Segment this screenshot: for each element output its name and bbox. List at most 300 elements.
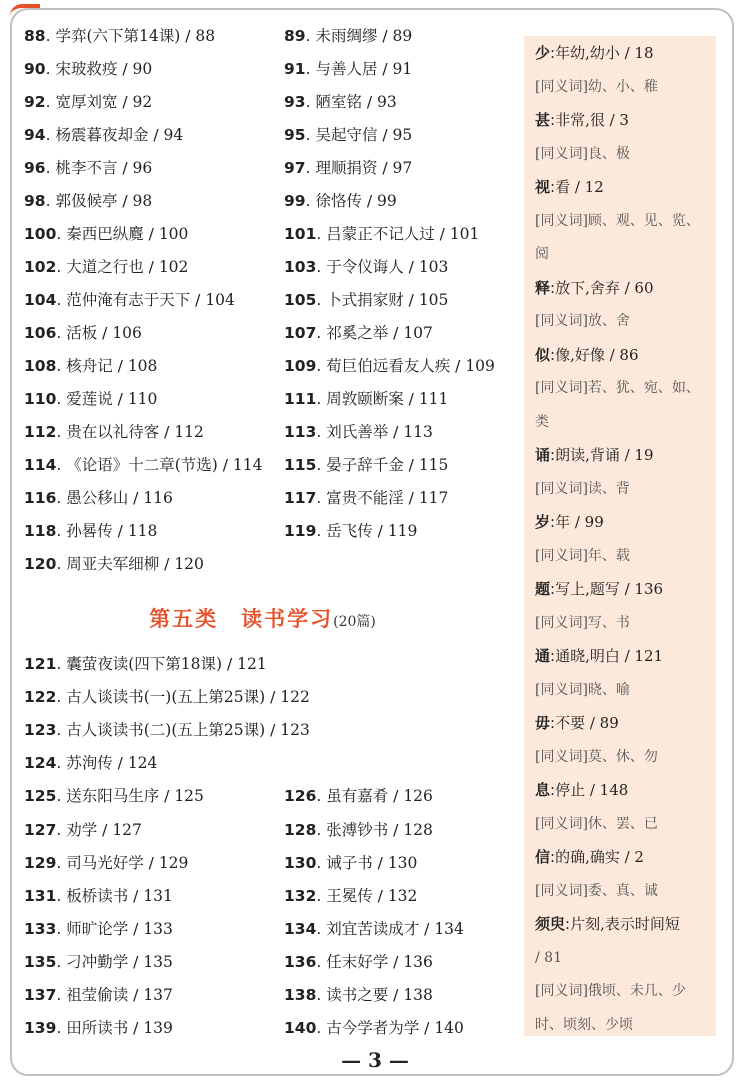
glossary-definition: 年幼,幼小 / 18 <box>555 44 654 62</box>
glossary-synonyms: [同义词]良、极 <box>535 145 630 162</box>
toc-entry[interactable] <box>24 323 142 343</box>
toc-entry-slash: / <box>159 555 175 573</box>
toc-entry-title: 岳飞传 <box>326 522 373 540</box>
toc-entry-title: 祁奚之举 <box>326 324 389 342</box>
toc-entry-number: 89 <box>284 27 306 45</box>
toc-entry[interactable] <box>284 224 479 244</box>
toc-entry-slash: / <box>403 489 419 507</box>
toc-entry-number: 105 <box>284 291 317 309</box>
toc-entry[interactable] <box>284 323 433 343</box>
glossary-term <box>535 110 629 130</box>
toc-entry-separator: . <box>56 522 67 540</box>
glossary-synonyms: [同义词]写、书 <box>535 614 630 631</box>
toc-entry-separator: . <box>316 787 327 806</box>
glossary-colon: : <box>550 44 556 62</box>
toc-entry-number: 107 <box>284 324 317 342</box>
toc-entry-separator: . <box>56 423 67 441</box>
toc-entry-slash: / <box>377 27 393 45</box>
toc-entry-number: 126 <box>284 787 317 806</box>
toc-entry[interactable] <box>284 820 433 840</box>
toc-entry-slash: / <box>143 225 159 243</box>
toc-entry[interactable] <box>24 753 157 773</box>
glossary-term <box>535 646 663 666</box>
toc-entry[interactable] <box>284 191 397 211</box>
toc-entry-slash: / <box>403 390 419 408</box>
glossary-term <box>535 177 604 197</box>
toc-entry-slash: / <box>372 522 388 540</box>
toc-entry-separator: . <box>56 754 67 773</box>
toc-entry[interactable] <box>24 985 173 1005</box>
toc-entry[interactable] <box>24 59 152 79</box>
toc-entry-number: 111 <box>284 390 317 408</box>
toc-entry-title: 与善人居 <box>315 60 378 78</box>
glossary-term-word: 毋 <box>535 714 551 732</box>
toc-entry-separator: . <box>316 291 327 309</box>
toc-entry-title: 宽厚刘宽 <box>55 93 118 111</box>
toc-entry[interactable] <box>284 985 433 1005</box>
glossary-synonyms: [同义词]读、背 <box>535 480 630 497</box>
toc-entry-number: 128 <box>284 820 317 839</box>
toc-entry-slash: / <box>159 787 175 806</box>
toc-entry-number: 138 <box>284 986 317 1004</box>
toc-entry-separator: . <box>305 27 316 45</box>
toc-entry-separator: . <box>56 489 67 507</box>
toc-entry-slash: / <box>112 357 128 375</box>
toc-entry-slash: / <box>388 423 404 441</box>
toc-entry[interactable] <box>24 125 183 145</box>
toc-entry-number: 117 <box>284 489 317 507</box>
toc-entry-separator: . <box>305 93 316 111</box>
toc-entry-title: 苏洵传 <box>66 754 113 773</box>
toc-entry[interactable] <box>284 886 417 906</box>
glossary-synonyms: [同义词]年、载 <box>535 547 630 564</box>
glossary-term-word: 信 <box>535 848 551 866</box>
toc-entry-separator: . <box>316 952 327 971</box>
toc-entry-number: 129 <box>24 853 57 872</box>
toc-entry-number: 90 <box>24 60 46 78</box>
toc-entry-separator: . <box>56 919 67 938</box>
toc-entry-slash: / <box>128 919 144 938</box>
toc-entry-page: 115 <box>418 456 449 474</box>
toc-entry[interactable] <box>24 919 173 939</box>
toc-entry-page: 134 <box>434 919 464 938</box>
toc-entry-separator: . <box>45 192 56 210</box>
toc-entry[interactable] <box>24 389 157 409</box>
toc-entry-page: 106 <box>112 324 142 342</box>
toc-entry-title: 郭伋候亭 <box>55 192 118 210</box>
toc-entry-page: 113 <box>403 423 433 441</box>
toc-entry-title: 周敦颐断案 <box>326 390 404 408</box>
glossary-definition: 看 / 12 <box>555 178 604 196</box>
glossary-synonyms: [同义词]莫、休、勿 <box>535 748 658 765</box>
glossary-synonyms: [同义词]幼、小、稚 <box>535 78 658 95</box>
toc-entry-separator: . <box>56 555 67 573</box>
toc-entry-number: 114 <box>24 456 57 474</box>
toc-entry[interactable] <box>24 886 173 906</box>
toc-entry[interactable] <box>24 26 215 46</box>
toc-entry-number: 110 <box>24 390 57 408</box>
toc-entry-separator: . <box>45 60 56 78</box>
toc-entry-page: 93 <box>377 93 397 111</box>
toc-entry-title: 卜式捐家财 <box>326 291 404 309</box>
glossary-synonyms: [同义词]若、犹、宛、如、 <box>535 380 700 396</box>
glossary-definition: 像,好像 / 86 <box>555 345 639 364</box>
toc-entry-number: 93 <box>284 93 306 111</box>
toc-entry-separator: . <box>56 721 67 740</box>
glossary-term-word: 通 <box>535 647 551 665</box>
toc-entry-page: 137 <box>143 986 173 1004</box>
toc-entry-number: 123 <box>24 721 57 740</box>
toc-entry-number: 130 <box>284 853 317 872</box>
glossary-synonyms: [同义词]放、舍 <box>535 313 630 329</box>
toc-entry-separator: . <box>316 357 327 375</box>
toc-entry-separator: . <box>316 919 327 938</box>
toc-entry-number: 106 <box>24 324 57 342</box>
toc-entry-title: 徐恪传 <box>315 192 362 210</box>
toc-entry[interactable] <box>24 488 173 508</box>
toc-entry[interactable] <box>284 257 448 277</box>
toc-entry-page: 124 <box>127 754 158 773</box>
toc-entry-page: 136 <box>403 952 433 971</box>
toc-entry-slash: / <box>97 820 113 839</box>
toc-entry-title: 大道之行也 <box>66 258 144 276</box>
toc-entry-number: 96 <box>24 159 46 177</box>
toc-entry-page: 95 <box>392 126 413 144</box>
glossary-synonyms: [同义词]俄顷、未几、少 <box>535 983 686 999</box>
toc-entry-slash: / <box>117 93 133 111</box>
glossary-colon: : <box>565 915 571 933</box>
glossary-term-word: 少 <box>535 44 551 62</box>
toc-entry-separator: . <box>56 853 67 872</box>
toc-entry[interactable] <box>284 158 412 178</box>
glossary-term-word: 诵 <box>535 446 551 464</box>
toc-entry-number: 118 <box>24 522 57 540</box>
toc-entry-slash: / <box>388 820 404 839</box>
toc-entry-page: 121 <box>237 655 267 673</box>
toc-entry-page: 90 <box>132 60 153 78</box>
glossary-term-word: 须臾 <box>535 915 566 933</box>
toc-entry-number: 104 <box>24 291 57 309</box>
glossary-term <box>535 713 619 733</box>
glossary-term <box>535 345 639 365</box>
toc-entry-page: 99 <box>377 192 397 210</box>
toc-entry-title: 富贵不能淫 <box>326 489 404 507</box>
toc-entry-slash: / <box>388 952 404 971</box>
toc-entry[interactable] <box>24 92 152 112</box>
glossary-term-word: 释 <box>535 278 551 297</box>
toc-entry[interactable] <box>24 853 188 873</box>
toc-entry[interactable] <box>284 422 433 442</box>
toc-entry-title: 荀巨伯远看友人疾 <box>326 357 451 375</box>
glossary-synonyms: [同义词]委、真、诚 <box>535 882 658 899</box>
toc-entry-number: 132 <box>284 886 317 905</box>
toc-entry-page: 88 <box>195 27 216 45</box>
toc-entry-title: 古人谈读书(二)(五上第25课) <box>66 721 266 740</box>
toc-entry-title: 田所读书 <box>66 1019 129 1038</box>
toc-entry[interactable] <box>284 919 464 939</box>
toc-entry[interactable] <box>284 488 448 508</box>
toc-entry[interactable] <box>24 687 310 707</box>
glossary-term <box>535 43 654 63</box>
toc-entry-separator: . <box>316 1019 327 1038</box>
toc-entry-page: 91 <box>392 60 413 78</box>
toc-entry-number: 88 <box>24 27 46 45</box>
toc-entry[interactable] <box>284 26 412 46</box>
toc-entry-number: 119 <box>284 522 317 540</box>
toc-entry-title: 劝学 <box>66 820 98 839</box>
toc-entry[interactable] <box>24 1018 173 1038</box>
toc-entry-page: 122 <box>280 688 310 707</box>
toc-entry-page: 126 <box>403 787 433 806</box>
toc-entry-slash: / <box>128 1019 144 1038</box>
toc-entry[interactable] <box>284 389 448 409</box>
glossary-definition: 不要 / 89 <box>555 714 619 732</box>
toc-entry-number: 101 <box>284 225 317 243</box>
toc-entry[interactable] <box>284 356 495 376</box>
toc-entry-separator: . <box>316 225 327 243</box>
toc-entry-page: 96 <box>132 159 153 177</box>
toc-entry-slash: / <box>128 952 144 971</box>
toc-entry-page: 104 <box>205 291 235 309</box>
toc-entry-page: 101 <box>449 225 480 243</box>
page-number: — 3 — <box>341 1048 409 1072</box>
toc-entry-separator: . <box>45 27 56 45</box>
toc-entry-page: 105 <box>418 291 449 309</box>
toc-entry-separator: . <box>56 820 67 839</box>
toc-entry-separator: . <box>56 258 67 276</box>
section-title: 第五类 读书学习 <box>149 607 334 631</box>
toc-entry[interactable] <box>24 554 204 574</box>
toc-entry-slash: / <box>450 357 466 375</box>
toc-entry-page: 138 <box>403 986 433 1004</box>
toc-entry-number: 97 <box>284 159 306 177</box>
toc-entry-page: 116 <box>143 489 173 507</box>
glossary-definition: 朗读,背诵 / 19 <box>555 446 654 464</box>
toc-entry-slash: / <box>377 60 393 78</box>
glossary-synonyms: 阅 <box>535 246 549 262</box>
toc-entry-slash: / <box>388 986 404 1004</box>
toc-entry-number: 94 <box>24 126 46 144</box>
toc-entry[interactable] <box>24 521 157 541</box>
toc-entry-title: 周亚夫军细柳 <box>66 555 160 573</box>
glossary-term-word: 视 <box>535 178 551 196</box>
toc-entry-title: 刘氏善举 <box>326 423 389 441</box>
toc-entry-title: 虽有嘉肴 <box>326 787 389 806</box>
glossary-term <box>535 780 628 800</box>
toc-entry-slash: / <box>434 225 450 243</box>
toc-entry-separator: . <box>56 456 67 474</box>
toc-entry-title: 古今学者为学 <box>326 1019 420 1038</box>
glossary-term-word: 题 <box>535 580 551 598</box>
toc-entry-number: 136 <box>284 952 317 971</box>
toc-entry-page: 89 <box>392 27 413 45</box>
glossary-synonyms: [同义词]顾、观、见、览、 <box>535 212 700 229</box>
toc-entry-separator: . <box>316 423 327 441</box>
toc-entry-page: 129 <box>158 853 189 872</box>
toc-entry[interactable] <box>24 224 188 244</box>
toc-entry-separator: . <box>56 324 67 342</box>
glossary-colon: : <box>550 278 556 297</box>
toc-entry-slash: / <box>159 423 175 441</box>
toc-entry-page: 135 <box>143 952 173 971</box>
toc-entry[interactable] <box>24 820 142 840</box>
toc-entry[interactable] <box>24 654 267 674</box>
toc-entry-separator: . <box>316 522 327 540</box>
toc-entry-slash: / <box>265 721 281 740</box>
toc-entry-page: 117 <box>418 489 449 507</box>
toc-entry-slash: / <box>112 522 128 540</box>
glossary-synonyms: 时、顷刻、少顷 <box>535 1016 633 1033</box>
toc-entry-separator: . <box>56 357 67 375</box>
glossary-term-word: 似 <box>535 345 551 364</box>
toc-entry[interactable] <box>284 92 397 112</box>
toc-entry-page: 131 <box>143 886 173 905</box>
toc-entry-number: 134 <box>284 919 317 938</box>
toc-entry-slash: / <box>403 258 419 276</box>
toc-entry-title: 愚公移山 <box>66 489 129 507</box>
toc-entry-number: 98 <box>24 192 46 210</box>
toc-entry-number: 122 <box>24 688 57 707</box>
toc-entry-title: 贵在以礼待客 <box>66 423 160 441</box>
toc-entry[interactable] <box>24 290 235 310</box>
toc-entry-slash: / <box>128 489 144 507</box>
toc-entry-title: 核舟记 <box>66 357 113 375</box>
toc-entry-number: 108 <box>24 357 57 375</box>
toc-entry-slash: / <box>361 93 378 111</box>
toc-entry[interactable] <box>24 257 188 277</box>
toc-entry-separator: . <box>316 456 327 474</box>
toc-entry-slash: / <box>148 126 164 144</box>
toc-entry-title: 刁冲勤学 <box>66 952 129 971</box>
toc-entry-number: 115 <box>284 456 317 474</box>
toc-entry-number: 135 <box>24 952 57 971</box>
toc-entry[interactable] <box>284 125 412 145</box>
toc-entry[interactable] <box>284 59 412 79</box>
toc-entry[interactable] <box>24 191 152 211</box>
toc-entry-separator: . <box>316 886 327 905</box>
toc-entry-title: 杨震暮夜却金 <box>55 126 149 144</box>
toc-entry-separator: . <box>45 126 56 144</box>
toc-entry-page: 102 <box>158 258 189 276</box>
toc-entry-title: 吴起守信 <box>315 126 378 144</box>
toc-entry-page: 92 <box>132 93 153 111</box>
toc-entry-separator: . <box>316 324 327 342</box>
toc-entry-number: 124 <box>24 754 57 773</box>
corner-decoration <box>10 4 40 16</box>
toc-entry[interactable] <box>24 158 152 178</box>
toc-entry-separator: . <box>56 225 67 243</box>
toc-entry-title: 古人谈读书(一)(五上第25课) <box>66 688 266 707</box>
toc-entry-title: 读书之要 <box>326 986 389 1004</box>
toc-entry-title: 理顺捐资 <box>315 159 378 177</box>
glossary-colon: : <box>550 848 556 866</box>
toc-entry-separator: . <box>316 390 327 408</box>
toc-entry[interactable] <box>284 786 433 806</box>
toc-entry[interactable] <box>24 356 157 376</box>
toc-entry-title: 学弈(六下第14课) <box>55 27 181 45</box>
toc-entry-page: 107 <box>403 324 433 342</box>
toc-entry-slash: / <box>419 1019 435 1038</box>
toc-entry-title: 范仲淹有志于天下 <box>66 291 191 309</box>
toc-entry-page: 111 <box>418 390 449 408</box>
toc-entry-page: 128 <box>403 820 433 839</box>
section-heading <box>0 603 525 633</box>
glossary-colon: : <box>550 345 556 364</box>
toc-entry-separator: . <box>56 787 67 806</box>
toc-entry[interactable] <box>24 720 310 740</box>
toc-entry-title: 宋玻救疫 <box>55 60 118 78</box>
toc-entry-separator: . <box>56 390 67 408</box>
glossary-term-word: 甚 <box>535 111 551 129</box>
toc-entry[interactable] <box>24 455 263 475</box>
toc-entry-separator: . <box>56 291 67 309</box>
toc-entry-page: 112 <box>174 423 204 441</box>
toc-entry[interactable] <box>284 952 433 972</box>
toc-entry-title: 秦西巴纵麑 <box>66 225 144 243</box>
toc-entry-page: 139 <box>143 1019 173 1038</box>
glossary-definition: 年 / 99 <box>555 513 604 531</box>
glossary-term <box>535 914 680 934</box>
glossary-colon: : <box>550 178 556 196</box>
toc-entry-page: 140 <box>434 1019 464 1038</box>
toc-entry-title: 爱莲说 <box>66 390 113 408</box>
toc-entry-separator: . <box>305 126 316 144</box>
toc-entry-number: 109 <box>284 357 317 375</box>
toc-entry-title: 祖莹偷读 <box>66 986 129 1004</box>
toc-entry[interactable] <box>284 1018 464 1038</box>
toc-entry-title: 张溥钞书 <box>326 820 389 839</box>
toc-entry-title: 于令仪诲人 <box>326 258 404 276</box>
toc-entry-slash: / <box>388 324 404 342</box>
glossary-term <box>535 278 654 298</box>
toc-entry-title: 诫子书 <box>326 853 373 872</box>
toc-entry[interactable] <box>284 455 448 475</box>
toc-entry-page: 133 <box>143 919 173 938</box>
toc-entry-separator: . <box>305 60 316 78</box>
toc-entry-title: 陋室铭 <box>315 93 362 111</box>
toc-entry-title: 刘宜苦读成才 <box>326 919 420 938</box>
toc-entry-page: 108 <box>127 357 158 375</box>
toc-entry-separator: . <box>305 192 316 210</box>
toc-entry[interactable] <box>24 952 173 972</box>
toc-entry-page: 118 <box>127 522 158 540</box>
toc-entry-separator: . <box>305 159 316 177</box>
glossary-synonyms: / 81 <box>535 949 562 966</box>
toc-entry-slash: / <box>128 986 144 1004</box>
toc-entry-separator: . <box>56 688 67 707</box>
toc-entry-title: 桃李不言 <box>55 159 118 177</box>
toc-entry[interactable] <box>24 422 204 442</box>
toc-entry[interactable] <box>284 853 417 873</box>
toc-entry-page: 103 <box>418 258 449 276</box>
toc-entry[interactable] <box>284 521 417 541</box>
glossary-definition: 停止 / 148 <box>555 781 629 799</box>
glossary-colon: : <box>550 111 556 129</box>
toc-entry-slash: / <box>377 126 393 144</box>
toc-entry-number: 113 <box>284 423 317 441</box>
toc-entry-separator: . <box>316 489 327 507</box>
toc-entry-page: 132 <box>387 886 418 905</box>
glossary-colon: : <box>550 446 556 464</box>
glossary-colon: : <box>550 781 556 799</box>
toc-entry[interactable] <box>24 786 204 806</box>
toc-entry-title: 晏子辞千金 <box>326 456 404 474</box>
glossary-term <box>535 579 663 599</box>
glossary-definition: 的确,确实 / 2 <box>555 848 644 866</box>
toc-entry-slash: / <box>180 27 196 45</box>
toc-entry[interactable] <box>284 290 448 310</box>
toc-entry-title: 未雨绸缪 <box>315 27 378 45</box>
